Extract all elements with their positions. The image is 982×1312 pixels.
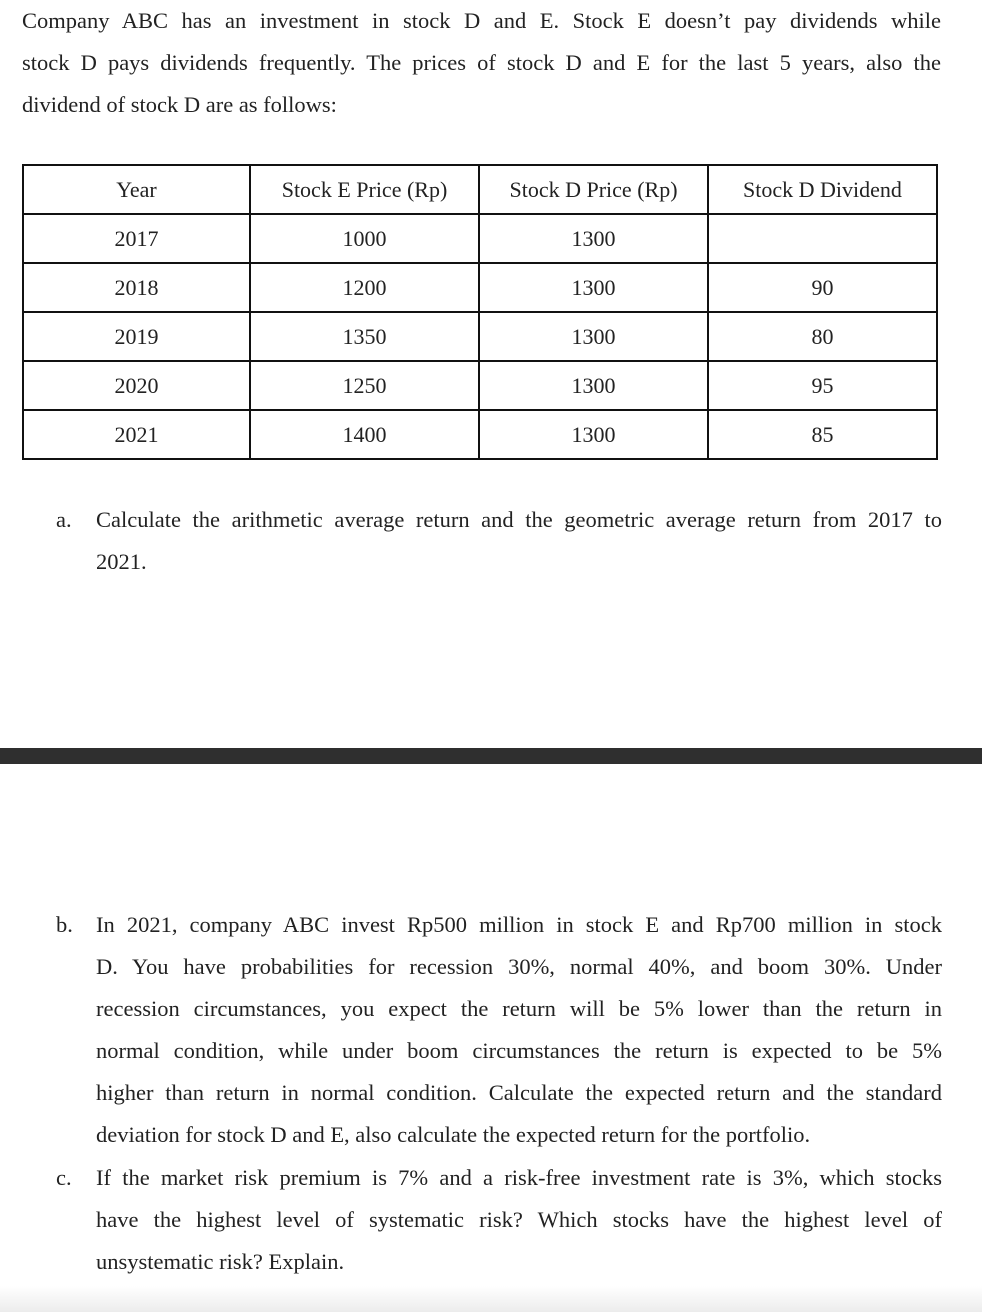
question-line: Calculate the arithmetic average return and the geometric average return from 2017 to (96, 507, 942, 532)
cell-year: 2021 (23, 410, 250, 459)
question-line: recession circumstances, you expect the return will be 5% lower than the return in (96, 996, 942, 1021)
question-marker: c. (56, 1165, 72, 1190)
header-stock-d-dividend: Stock D Dividend (708, 165, 937, 214)
cell-stock-d-price: 1300 (479, 263, 708, 312)
intro-line: Company ABC has an investment in stock D and E. Stock E doesn’t pay dividends while (22, 8, 941, 33)
question-line: unsystematic risk? Explain. (96, 1249, 345, 1274)
table-row (23, 263, 937, 312)
cell-stock-d-dividend: 90 (708, 263, 937, 312)
table-row (23, 361, 937, 410)
stock-price-table (22, 164, 938, 460)
question-marker: b. (56, 912, 73, 937)
cell-stock-e-price: 1250 (250, 361, 479, 410)
cell-year: 2018 (23, 263, 250, 312)
question-body (96, 1157, 942, 1283)
cell-stock-d-price: 1300 (479, 312, 708, 361)
header-stock-d-price: Stock D Price (Rp) (479, 165, 708, 214)
table-header-row (23, 165, 937, 214)
intro-line: stock D pays dividends frequently. The prices of stock D and E for the last 5 years, also the (22, 50, 941, 75)
cell-stock-e-price: 1200 (250, 263, 479, 312)
cell-year: 2020 (23, 361, 250, 410)
page-divider (0, 748, 982, 764)
cell-stock-d-dividend: 85 (708, 410, 937, 459)
header-stock-e-price: Stock E Price (Rp) (250, 165, 479, 214)
question-line: have the highest level of systematic risk? Which stocks have the highest level of (96, 1207, 942, 1232)
table-row (23, 312, 937, 361)
header-year: Year (23, 165, 250, 214)
question-line: 2021. (96, 549, 147, 574)
table-row (23, 410, 937, 459)
cell-stock-d-price: 1300 (479, 410, 708, 459)
cell-year: 2019 (23, 312, 250, 361)
question-line: D. You have probabilities for recession 30%, normal 40%, and boom 30%. Under (96, 954, 942, 979)
cell-stock-e-price: 1000 (250, 214, 479, 263)
bottom-shadow (0, 1286, 982, 1312)
question-body (96, 499, 942, 583)
question-c (56, 1157, 942, 1283)
cell-stock-d-price: 1300 (479, 361, 708, 410)
cell-stock-e-price: 1350 (250, 312, 479, 361)
intro-line: dividend of stock D are as follows: (22, 92, 337, 117)
question-line: In 2021, company ABC invest Rp500 million in stock E and Rp700 million in stock (96, 912, 942, 937)
question-body (96, 904, 942, 1156)
question-line: If the market risk premium is 7% and a risk-free investment rate is 3%, which stocks (96, 1165, 942, 1190)
question-marker: a. (56, 507, 72, 532)
cell-year: 2017 (23, 214, 250, 263)
question-a (56, 499, 942, 583)
cell-stock-d-dividend: 95 (708, 361, 937, 410)
cell-stock-d-price: 1300 (479, 214, 708, 263)
question-b (56, 904, 942, 1156)
intro-paragraph (22, 0, 941, 126)
question-line: normal condition, while under boom circumstances the return is expected to be 5% (96, 1038, 942, 1063)
table-row (23, 214, 937, 263)
question-line: deviation for stock D and E, also calculate the expected return for the portfolio. (96, 1122, 811, 1147)
cell-stock-d-dividend (708, 214, 937, 263)
cell-stock-d-dividend: 80 (708, 312, 937, 361)
question-line: higher than return in normal condition. Calculate the expected return and the standard (96, 1080, 942, 1105)
cell-stock-e-price: 1400 (250, 410, 479, 459)
